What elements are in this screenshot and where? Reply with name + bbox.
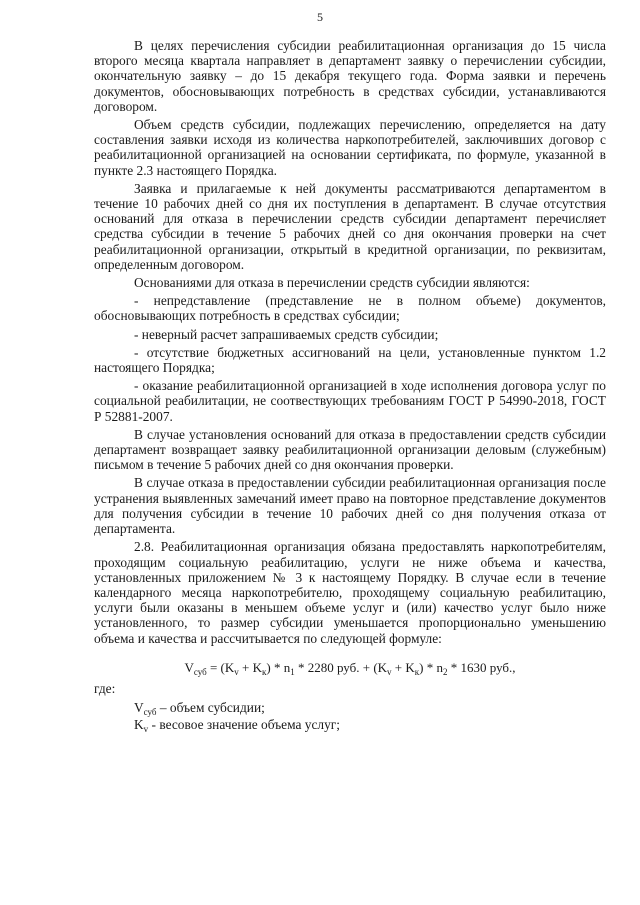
list-item-non-submission: - непредставление (представление не в полном объеме) документов, обосновывающих потребность в средствах субсидии; bbox=[94, 293, 606, 324]
paragraph-review: Заявка и прилагаемые к ней документы рассматриваются департаментом в течение 10 рабочих дней со дня их поступления в департамент. В случае отсутствия оснований для отказа в перечислении средств субсидии департамент перечисляет средства субсидии в течение 5 рабочих дней со дня окончания проверки на счет реабилитационной организации, открытый в кредитной организации, по реквизитам, определенным договором. bbox=[94, 180, 606, 272]
list-item-gost-noncompliance: - оказание реабилитационной организацией в ходе исполнения договора услуг по социальной реабилитации, не соотвествующих требованиям ГОСТ Р 54990-2018, ГОСТ Р 52881-2007. bbox=[94, 378, 606, 424]
document-body bbox=[94, 38, 606, 735]
where-label: где: bbox=[94, 680, 116, 696]
list-item-no-allocations: - отсутствие бюджетных ассигнований на цели, установленные пунктом 1.2 настоящего Порядка; bbox=[94, 344, 606, 376]
page-number: 5 bbox=[317, 10, 323, 24]
list-item-wrong-calculation: - неверный расчет запрашиваемых средств субсидии; bbox=[134, 326, 439, 342]
paragraph-section-2-8: 2.8. Реабилитационная организация обязана предоставлять наркопотребителям, проходящим социальную реабилитацию, услуги не ниже объема и качества, установленных приложением № 3 к настоящему Порядку. В случае если в течение календарного месяца наркопотребителю, проходящему социальную реабилитацию, услуги были оказаны в меньшем объеме услуг и (или) качество услуг было ниже установленного, то размер субсидии уменьшается пропорционально уменьшению объема и качества и рассчитывается по следующей формуле: bbox=[94, 539, 606, 646]
paragraph-resubmission: В случае отказа в предоставлении субсидии реабилитационная организация после устранения выявленных замечаний имеет право на повторное представление документов для получения субсидии в течение 10 рабочих дней со дня получения отказа от департамента. bbox=[94, 475, 606, 537]
paragraph-refusal-grounds: Основаниями для отказа в перечислении средств субсидии являются: bbox=[134, 275, 530, 291]
subsidy-formula: $V_{суб} = (K_v + K_к) * n_1 * 2280$ руб. + $(K_v + K_к) * n_2 * 1630$ руб., bbox=[184, 659, 516, 677]
paragraph-application: В целях перечисления субсидии реабилитационная организация до 15 числа второго месяца квартала направляет в департамент заявку о перечислении субсидии, окончательную заявку – до 15 декабря текущего года. Форма заявки и перечень документов, обосновывающих потребность в средствах субсидии, устанавливаются договором. bbox=[94, 38, 606, 114]
paragraph-return-application: В случае установления оснований для отказа в предоставлении средств субсидии департамент возвращает заявку реабилитационной организации деловым (служебным) письмом в течение 5 рабочих дней со дня окончания проверки. bbox=[94, 426, 606, 473]
definition-v-sub: $V_{суб}$ – объем субсидии; bbox=[134, 700, 265, 718]
paragraph-volume: Объем средств субсидии, подлежащих перечислению, определяется на дату составления заявки исходя из количества наркопотребителей, заключивших договор с реабилитационной организацией на основании сертификата, по формуле, указанной в пункте 2.3 настоящего Порядка. bbox=[94, 117, 606, 178]
definition-k-v: $K_v$ - весовое значение объема услуг; bbox=[134, 717, 340, 735]
